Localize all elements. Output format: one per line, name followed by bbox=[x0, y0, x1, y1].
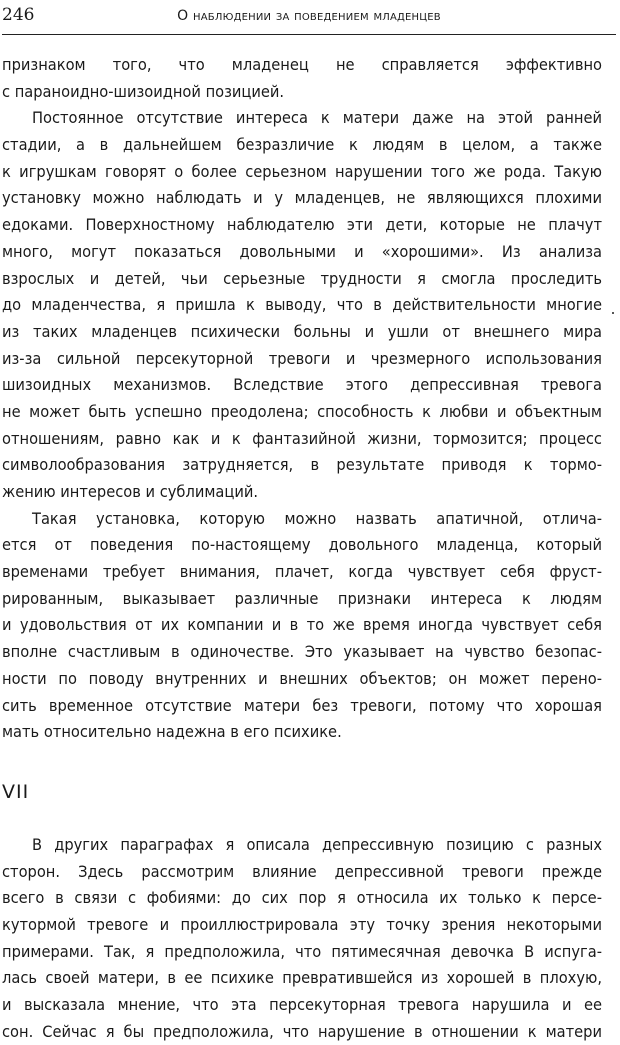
text-line: к игрушкам говорят о более серьезном нарушении того же рода. Такую bbox=[2, 161, 602, 181]
text-line: вполне счастливым в одиночестве. Это указывает на чувство безопас- bbox=[2, 642, 602, 662]
text-line: Постоянное отсутствие интереса к матери даже на этой ранней bbox=[32, 108, 602, 128]
text-line: стадии, а в дальнейшем безразличие к людям в целом, а также bbox=[2, 135, 602, 155]
text-line: рированным, выказывает различные признаки интереса к людям bbox=[2, 588, 602, 608]
paragraph bbox=[2, 105, 602, 505]
text-line: признаком того, что младенец не справляется эффективно bbox=[2, 55, 602, 74]
text-line: кутормой тревоге и проиллюстрировала эту точку зрения некоторыми bbox=[2, 914, 602, 934]
section-heading: VII bbox=[2, 780, 30, 803]
text-line: шизоидных механизмов. Вследствие этого депрессивная тревога bbox=[2, 375, 602, 395]
text-line: много, могут показаться довольными и «хорошими». Из анализа bbox=[2, 241, 602, 261]
text-line: едоками. Поверхностному наблюдателю эти дети, которые не плачут bbox=[2, 215, 602, 235]
paragraph bbox=[2, 832, 602, 1045]
text-line: сить временное отсутствие матери без тревоги, потому что хорошая bbox=[2, 695, 602, 715]
paragraph bbox=[2, 52, 602, 105]
margin-mark bbox=[612, 312, 614, 314]
text-line: лась своей матери, в ее психике превратившейся из хорошей в плохую, bbox=[2, 968, 602, 988]
text-line: жению интересов и сублимаций. bbox=[2, 482, 259, 501]
text-line: и удовольствия от их компании и в то же время иногда чувствует себя bbox=[2, 615, 602, 635]
text-line: ется от поведения по-настоящему довольного младенца, который bbox=[2, 535, 602, 555]
page-number: 246 bbox=[2, 5, 35, 25]
text-line: до младенчества, я пришла к выводу, что в действительности многие bbox=[2, 295, 602, 315]
text-line: из-за сильной персекуторной тревоги и чрезмерного использования bbox=[2, 348, 602, 368]
body-text bbox=[2, 52, 602, 1045]
running-head: О наблюдении за поведением младенцев bbox=[177, 8, 441, 24]
text-line: установку можно наблюдать и у младенцев, не являющихся плохими bbox=[2, 188, 602, 208]
paragraph bbox=[2, 506, 602, 746]
text-line: не может быть успешно преодолена; способность к любви и объектным bbox=[2, 401, 602, 421]
text-line: отношениям, равно как и к фантазийной жизни, тормозится; процесс bbox=[2, 428, 602, 448]
text-line: с параноидно-шизоидной позицией. bbox=[2, 81, 285, 101]
text-line: Такая установка, которую можно назвать апатичной, отлича- bbox=[32, 508, 602, 528]
text-line: взрослых и детей, чьи серьезные трудности я смогла проследить bbox=[2, 268, 602, 288]
page-header bbox=[2, 0, 616, 35]
text-line: примерами. Так, я предположила, что пятимесячная девочка B испуга- bbox=[2, 941, 602, 961]
text-line: из таких младенцев психически больны и ушли от внешнего мира bbox=[2, 321, 602, 341]
text-line: всего в связи с фобиями: до сих пор я относила их только к персе- bbox=[2, 888, 602, 908]
text-line: и высказала мнение, что эта персекуторная тревога нарушила и ее bbox=[2, 995, 602, 1014]
text-line: символообразования затрудняется, в результате приводя к тормо- bbox=[2, 455, 602, 475]
text-line: сторон. Здесь рассмотрим влияние депрессивной тревоги прежде bbox=[2, 861, 602, 881]
text-line: сон. Сейчас я бы предположила, что нарушение в отношении к матери bbox=[2, 1021, 602, 1041]
text-line: временами требует внимания, плачет, когда чувствует себя фруст- bbox=[2, 562, 602, 582]
text-line: ности по поводу внутренних и внешних объектов; он может перено- bbox=[2, 668, 602, 688]
text-line: В других параграфах я описала депрессивную позицию с разных bbox=[32, 834, 602, 854]
text-line: мать относительно надежна в его психике. bbox=[2, 722, 342, 742]
